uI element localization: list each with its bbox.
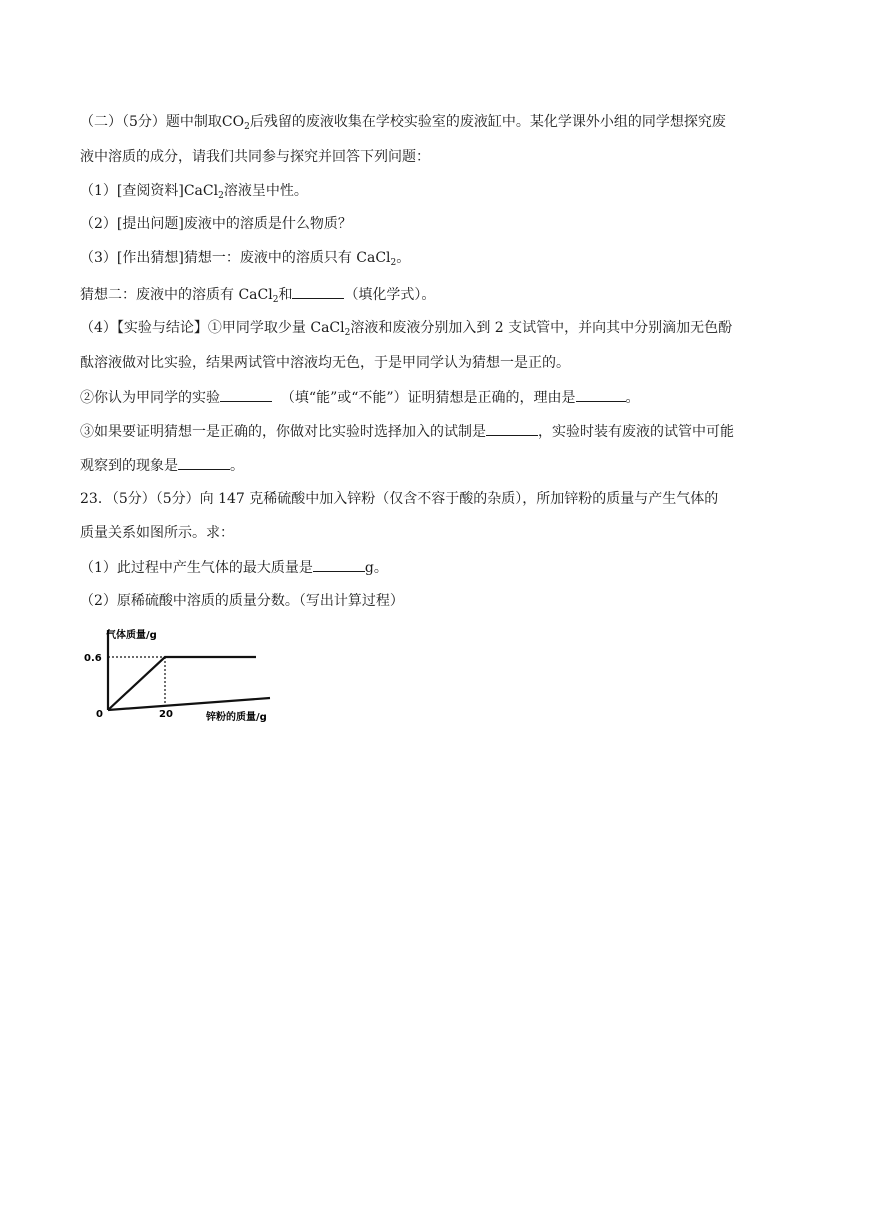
- question-3-line2: 观察到的现象是 。: [80, 455, 244, 476]
- problem-23-line1: 23．（5分）（5分）向 147 克稀硫酸中加入锌粉（仅含不容于酸的杂质），所加锌粉的质量与产生气体的: [80, 491, 719, 507]
- question-3-line1: ③如果要证明猜想一是正确的，你做对比实验时选择加入的试制是 ，实验时装有废液的试管中可能: [80, 421, 734, 442]
- question-2: ②你认为甲同学的实验 （填“能”或“不能”）证明猜想是正确的，理由是 。: [80, 387, 640, 408]
- answer-blank[interactable]: [220, 387, 272, 402]
- step-2: （2）[提出问题]废液中的溶质是什么物质？: [80, 216, 352, 232]
- y-axis-label: 气体质量/g: [106, 630, 157, 641]
- y-tick-label: 0.6: [84, 653, 102, 665]
- x-tick-label: 0: [96, 709, 103, 720]
- x-axis-label: 锌粉的质量/g: [206, 712, 267, 723]
- answer-blank[interactable]: [486, 421, 538, 436]
- answer-blank[interactable]: [576, 387, 626, 402]
- section-intro-line1: （二）（5分）题中制取$CO_2$后残留的废液收集在学校实验室的废液缸中。某化学课外小组的同学想探究废: [80, 114, 726, 132]
- section-intro-line2: 液中溶质的成分，请我们共同参与探究并回答下列问题：: [80, 149, 430, 165]
- step-3: （3）[作出猜想]猜想一：废液中的溶质只有 CaCl$_2$。: [80, 250, 411, 268]
- step-1: （1）[查阅资料]CaCl$_2$溶液呈中性。: [80, 183, 308, 201]
- answer-blank[interactable]: [178, 455, 230, 470]
- x-tick-label: 20: [159, 709, 173, 720]
- answer-blank[interactable]: [292, 284, 344, 299]
- gas-mass-chart: [78, 622, 275, 724]
- step-4-line1: （4）【实验与结论】①甲同学取少量 CaCl$_2$溶液和废液分别加入到 2 支试管中，并向其中分别滴加无色酚: [80, 320, 733, 338]
- answer-blank[interactable]: [313, 557, 365, 572]
- problem-23-sub1: （1）此过程中产生气体的最大质量是 g。: [80, 557, 388, 578]
- problem-23-line2: 质量关系如图所示。求：: [80, 525, 234, 541]
- step-4-line2: 酞溶液做对比实验，结果两试管中溶液均无色，于是甲同学认为猜想一是正的。: [80, 355, 570, 371]
- guess-2: 猜想二：废液中的溶质有 CaCl$_2$和 （填化学式）。: [80, 284, 435, 305]
- problem-23-sub2: （2）原稀硫酸中溶质的质量分数。（写出计算过程）: [80, 593, 404, 609]
